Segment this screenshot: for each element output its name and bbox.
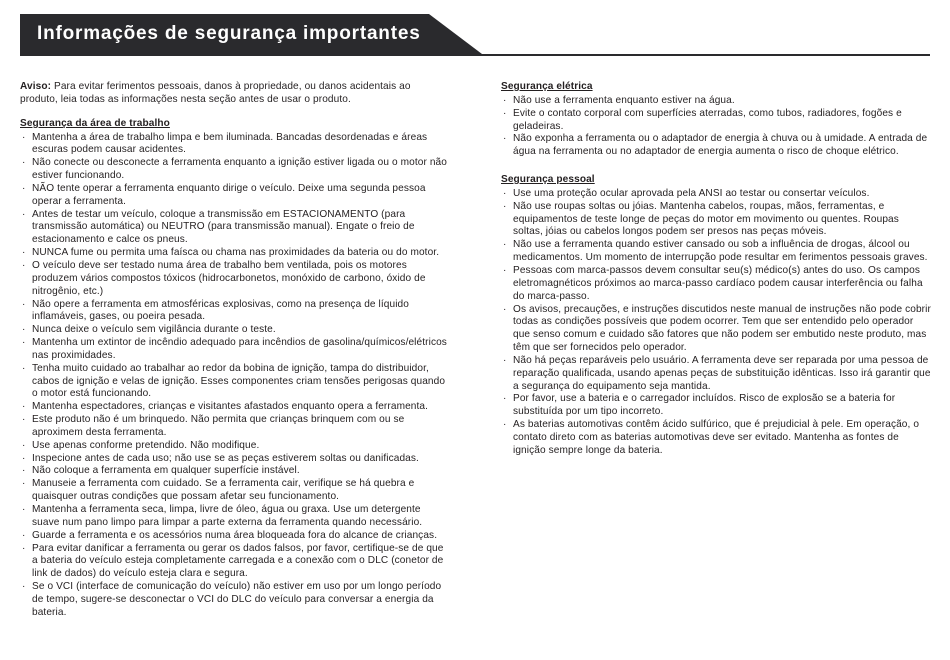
list-item: · NÃO tente operar a ferramenta enquanto dirige o veículo. Deixe uma segunda pessoa operar a ferramenta. [20, 183, 448, 209]
page-title: Informações de segurança importantes [37, 23, 421, 44]
list-item: · As baterias automotivas contêm ácido sulfúrico, que é prejudicial à pele. Em operação, o contato direto com as baterias automotivas deve ser evitado. Mantenha as fontes de ignição sempre longe da bateria. [501, 419, 931, 458]
list-item: · O veículo deve ser testado numa área de trabalho bem ventilada, pois os motores produzem vários compostos tóxicos (hidrocarbonetos, monóxido de carbono, óxido de nitrogênio, etc.) [20, 260, 448, 299]
warning-text: Para evitar ferimentos pessoais, danos à propriedade, ou danos acidentais ao produto, leia todas as informações nesta seção antes de usar o produto. [20, 81, 411, 105]
list-item: · Use uma proteção ocular aprovada pela ANSI ao testar ou consertar veículos. [501, 188, 931, 201]
list-item: · Não use a ferramenta enquanto estiver na água. [501, 95, 931, 108]
list-item: · Para evitar danificar a ferramenta ou gerar os dados falsos, por favor, certifique-se de que a bateria do veículo esteja completamente carregada e a conexão com o DLC (conetor de link de dados) do veículo esteja clara e segura. [20, 543, 448, 582]
list-item: · Não opere a ferramenta em atmosféricas explosivas, como na presença de líquido inflamáveis, gases, ou poeira pesada. [20, 299, 448, 325]
warning-intro [20, 81, 448, 107]
list-item: · Manuseie a ferramenta com cuidado. Se a ferramenta cair, verifique se há quebra e quaisquer outras condições que possam afetar seu funcionamento. [20, 478, 448, 504]
list-item: · Este produto não é um brinquedo. Não permita que crianças brinquem com ou se aproximem desta ferramenta. [20, 414, 448, 440]
list-item: · Não há peças reparáveis pelo usuário. A ferramenta deve ser reparada por uma pessoa de reparação qualificada, usando apenas peças de substituição idênticas. Isso irá garantir que a segurança do equipamento seja mantida. [501, 355, 931, 394]
list-item: · Mantenha a ferramenta seca, limpa, livre de óleo, água ou graxa. Use um detergente suave num pano limpo para limpar a parte externa da ferramenta quando necessário. [20, 504, 448, 530]
list-item: · Inspecione antes de cada uso; não use se as peças estiverem soltas ou danificadas. [20, 453, 448, 466]
header-rule [20, 54, 930, 56]
list-item: · Não use a ferramenta quando estiver cansado ou sob a influência de drogas, álcool ou medicamentos. Um momento de interrupção pode resultar em ferimentos pessoais graves. [501, 239, 931, 265]
section-spacer [501, 159, 931, 174]
list-item: · Nunca deixe o veículo sem vigilância durante o teste. [20, 324, 448, 337]
list-item: · Não use roupas soltas ou jóias. Mantenha cabelos, roupas, mãos, ferramentas, e equipamentos de teste longe de peças do motor em movimento ou quentes. Roupas soltas, jóias ou cabelos longos podem ser presos nas peças móveis. [501, 201, 931, 240]
personal-heading: Segurança pessoal [501, 174, 595, 186]
list-item: · Pessoas com marca-passos devem consultar seu(s) médico(s) antes do uso. Os campos eletromagnéticos próximos ao marca-passo cardíaco podem causar interferência ou falha do marca-passo. [501, 265, 931, 304]
work-area-list [20, 132, 448, 620]
list-item: · Mantenha um extintor de incêndio adequado para incêndios de gasolina/químicos/elétricos nas proximidades. [20, 337, 448, 363]
list-item: · Não coloque a ferramenta em qualquer superfície instável. [20, 465, 448, 478]
list-item: · NUNCA fume ou permita uma faísca ou chama nas proximidades da bateria ou do motor. [20, 247, 448, 260]
right-column [501, 81, 931, 458]
list-item: · Mantenha a área de trabalho limpa e bem iluminada. Bancadas desordenadas e áreas escuras podem causar acidentes. [20, 132, 448, 158]
list-item: · Se o VCI (interface de comunicação do veículo) não estiver em uso por um longo período de tempo, sugere-se desconectar o VCI do DLC do veículo para conversar a energia da bateria. [20, 581, 448, 620]
list-item: · Os avisos, precauções, e instruções discutidos neste manual de instruções não pode cobrir todas as condições possíveis que podem ocorrer. Tem que ser entendido pelo operador que senso comum e cuidado são fatores que não podem ser embutido neste produto, mas têm que ser fornecidos pelo operador. [501, 304, 931, 355]
list-item: · Por favor, use a bateria e o carregador incluídos. Risco de explosão se a bateria for substituída por um tipo incorreto. [501, 393, 931, 419]
personal-list [501, 188, 931, 458]
left-column [20, 81, 448, 620]
electrical-heading: Segurança elétrica [501, 81, 593, 92]
work-area-heading: Segurança da área de trabalho [20, 117, 170, 129]
page-header [20, 14, 930, 56]
list-item: · Não conecte ou desconecte a ferramenta enquanto a ignição estiver ligada ou o motor não estiver funcionando. [20, 157, 448, 183]
list-item: · Mantenha espectadores, crianças e visitantes afastados enquanto opera a ferramenta. [20, 401, 448, 414]
warning-label: Aviso: [20, 81, 52, 92]
list-item: · Evite o contato corporal com superfícies aterradas, como tubos, radiadores, fogões e geladeiras. [501, 108, 931, 134]
list-item: · Use apenas conforme pretendido. Não modifique. [20, 440, 448, 453]
list-item: · Antes de testar um veículo, coloque a transmissão em ESTACIONAMENTO (para transmissão automática) ou NEUTRO (para transmissão manual). Engate o freio de estacionamento e calce os pneus. [20, 209, 448, 248]
electrical-list [501, 95, 931, 159]
list-item: · Não exponha a ferramenta ou o adaptador de energia à chuva ou à umidade. A entrada de água na ferramenta ou no adaptador de energia aumenta o risco de choque elétrico. [501, 133, 931, 159]
list-item: · Guarde a ferramenta e os acessórios numa área bloqueada fora do alcance de crianças. [20, 530, 448, 543]
list-item: · Tenha muito cuidado ao trabalhar ao redor da bobina de ignição, tampa do distribuidor, cabos de ignição e velas de ignição. Esses componentes criam tensões perigosas quando o motor está funcionando. [20, 363, 448, 402]
